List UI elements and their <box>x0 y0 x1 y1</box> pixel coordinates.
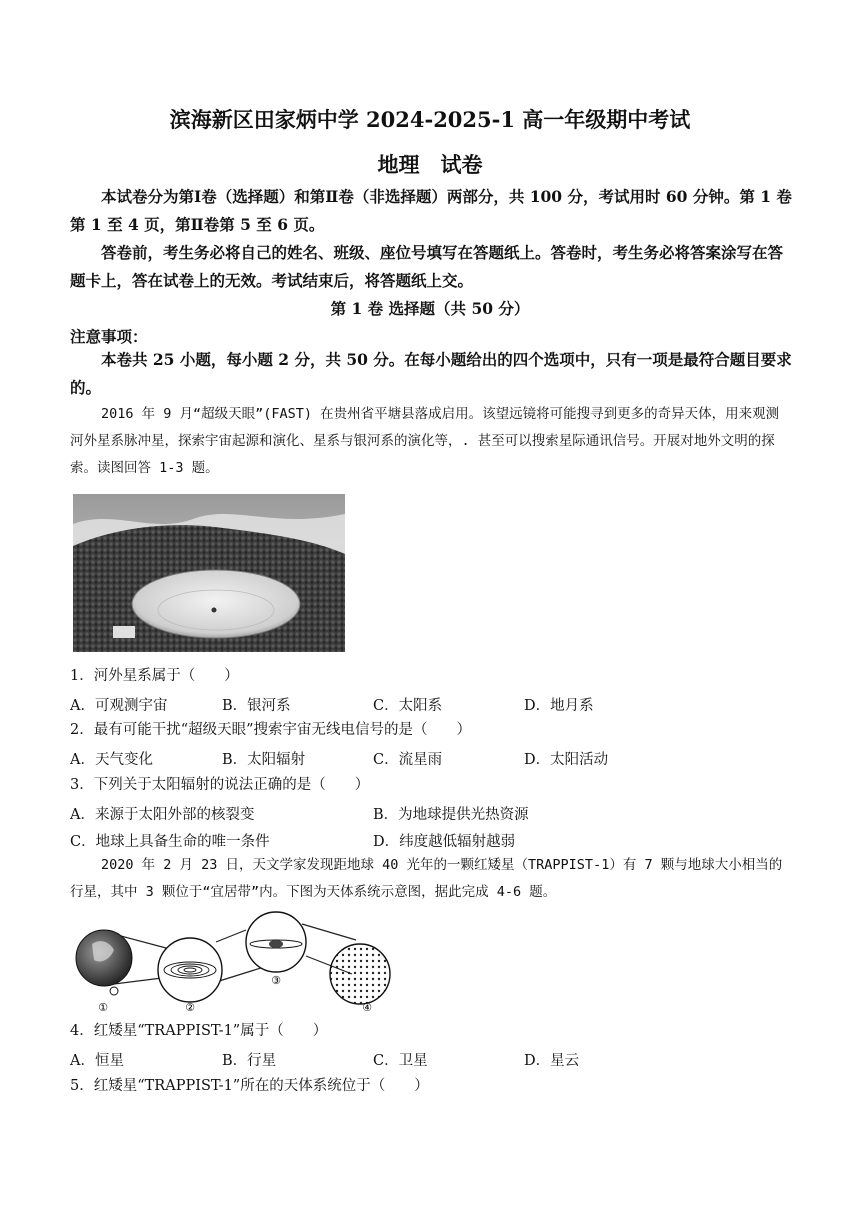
question-3-option-c[interactable]: C．地球上具备生命的唯一条件 <box>70 834 270 850</box>
question-3-option-b[interactable]: B．为地球提供光热资源 <box>373 807 529 823</box>
question-1-option-b[interactable]: B．银河系 <box>222 698 291 714</box>
question-4-option-c[interactable]: C．卫星 <box>373 1053 428 1069</box>
question-4-option-a[interactable]: A．恒星 <box>70 1053 124 1069</box>
question-4-option-d[interactable]: D．星云 <box>524 1053 580 1069</box>
question-2-option-b[interactable]: B．太阳辐射 <box>222 752 306 768</box>
question-1-option-a[interactable]: A．可观测宇宙 <box>70 698 168 714</box>
question-2-option-d[interactable]: D．太阳活动 <box>524 752 609 768</box>
intro-paragraph-2: 答卷前，考生务必将自己的姓名、班级、座位号填写在答题纸上。答卷时，考生务必将答案涂写在答题卡上，答在试卷上的无效。考试结束后，将答题纸上交。 <box>70 243 784 290</box>
diagram-label-4: ④ <box>362 1001 372 1014</box>
diagram-label-1: ① <box>98 1001 108 1014</box>
question-1-option-d[interactable]: D．地月系 <box>524 698 594 714</box>
exam-subtitle: 地理 试卷 <box>377 152 483 177</box>
intro-paragraph-1: 本试卷分为第Ⅰ卷（选择题）和第Ⅱ卷（非选择题）两部分，共 100 分，考试用时 60 分钟。第 1 卷第 1 至 4 页，第Ⅱ卷第 5 至 6 页。 <box>70 187 792 234</box>
exam-title: 滨海新区田家炳中学 2024-2025-1 高一年级期中考试 <box>169 107 691 132</box>
material-1: 2016 年 9 月“超级天眼”(FAST) 在贵州省平塘县落成启用。该望远镜将可能搜寻到更多的奇异天体，用来观测河外星系脉冲星，探索宇宙起源和演化、星系与银河系的演化等，. 甚至可以搜索星际通讯信号。开展对地外文明的探索。读图回答 1-3 题。 <box>70 406 780 476</box>
fast-telescope-image <box>73 494 345 652</box>
diagram-label-3: ③ <box>271 974 281 987</box>
notice-text: 本卷共 25 小题，每小题 2 分，共 50 分。在每小题给出的四个选项中，只有一项是最符合题目要求的。 <box>70 350 792 397</box>
question-3-stem: 3．下列关于太阳辐射的说法正确的是（ ） <box>70 777 370 793</box>
notice-label: 注意事项： <box>70 327 148 346</box>
question-5-stem: 5．红矮星“TRAPPIST-1”所在的天体系统位于（ ） <box>70 1078 429 1094</box>
celestial-system-diagram <box>70 910 400 1016</box>
question-2-option-c[interactable]: C．流星雨 <box>373 752 443 768</box>
question-2-stem: 2．最有可能干扰“超级天眼”搜索宇宙无线电信号的是（ ） <box>70 722 472 738</box>
section-heading: 第 1 卷 选择题（共 50 分） <box>330 299 530 318</box>
material-2: 2020 年 2 月 23 日，天文学家发现距地球 40 光年的一颗红矮星（TRAPPIST-1）有 7 颗与地球大小相当的行星，其中 3 颗位于“宜居带”内。下图为天体系统示意图，据此完成 4-6 题。 <box>70 857 783 900</box>
question-3-option-a[interactable]: A．来源于太阳外部的核裂变 <box>70 807 255 823</box>
question-1-stem: 1．河外星系属于（ ） <box>70 668 239 684</box>
question-4-stem: 4．红矮星“TRAPPIST-1”属于（ ） <box>70 1023 328 1039</box>
diagram-label-2: ② <box>185 1001 195 1014</box>
question-1-option-c[interactable]: C．太阳系 <box>373 698 443 714</box>
question-3-option-d[interactable]: D．纬度越低辐射越弱 <box>373 834 516 850</box>
question-4-option-b[interactable]: B．行星 <box>222 1053 277 1069</box>
question-2-option-a[interactable]: A．天气变化 <box>70 752 153 768</box>
